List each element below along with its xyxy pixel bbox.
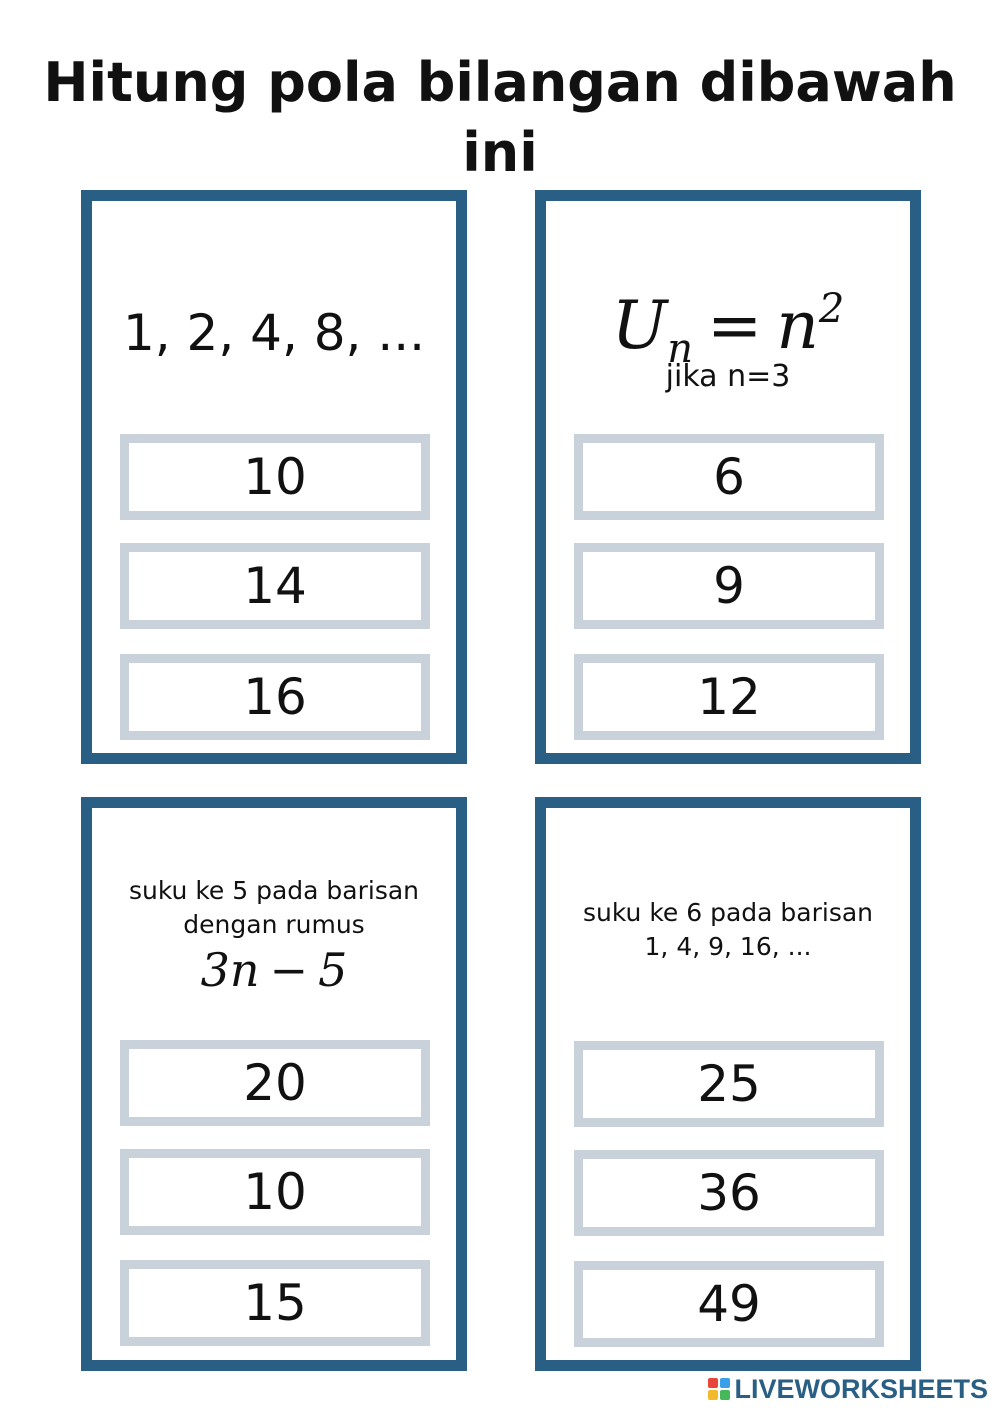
- logo-square-3: [708, 1390, 718, 1400]
- formula-caption: jika n=3: [665, 359, 791, 394]
- formula-operator: −: [269, 943, 309, 997]
- answer-option[interactable]: 20: [120, 1040, 430, 1126]
- answer-option[interactable]: 10: [120, 1149, 430, 1235]
- brand-name: LIVEWORKSHEETS: [734, 1374, 988, 1404]
- formula-equals: =: [707, 287, 763, 364]
- answer-option[interactable]: 14: [120, 543, 430, 629]
- page-title: Hitung pola bilangan dibawah ini: [43, 51, 957, 184]
- answer-option[interactable]: 12: [574, 654, 884, 740]
- answer-option[interactable]: 15: [120, 1260, 430, 1346]
- question-card-4: [535, 797, 921, 1371]
- answer-option[interactable]: 36: [574, 1150, 884, 1236]
- answer-option[interactable]: 6: [574, 434, 884, 520]
- question-text: [546, 896, 910, 964]
- logo-square-1: [708, 1378, 718, 1388]
- answer-option[interactable]: 16: [120, 654, 430, 740]
- answer-option[interactable]: 49: [574, 1261, 884, 1347]
- question-line-2: 1, 4, 9, 16, ...: [644, 932, 812, 961]
- question-card-3: [81, 797, 467, 1371]
- question-line-1: suku ke 5 pada barisan: [128, 876, 420, 905]
- question-card-1: [81, 190, 467, 764]
- logo-square-4: [720, 1390, 730, 1400]
- formula-coef: 3n: [200, 943, 260, 997]
- question-line-1: suku ke 6 pada barisan: [582, 898, 874, 927]
- answer-option[interactable]: 9: [574, 543, 884, 629]
- brand-watermark: [708, 1374, 988, 1404]
- question-line-2: dengan rumus: [183, 910, 365, 939]
- formula: [92, 942, 456, 998]
- formula-const: 5: [318, 943, 348, 997]
- question-card-2: [535, 190, 921, 764]
- formula-base: U: [611, 287, 668, 364]
- answer-option[interactable]: 25: [574, 1041, 884, 1127]
- logo-square-2: [720, 1378, 730, 1388]
- formula-exponent: 2: [818, 286, 845, 332]
- answer-option[interactable]: 10: [120, 434, 430, 520]
- sequence-question: 1, 2, 4, 8, ...: [122, 304, 426, 362]
- liveworksheets-logo-icon: [708, 1378, 730, 1400]
- formula-rhs: n: [776, 287, 819, 364]
- question-text: [92, 874, 456, 942]
- formula-subscript: n: [667, 326, 694, 372]
